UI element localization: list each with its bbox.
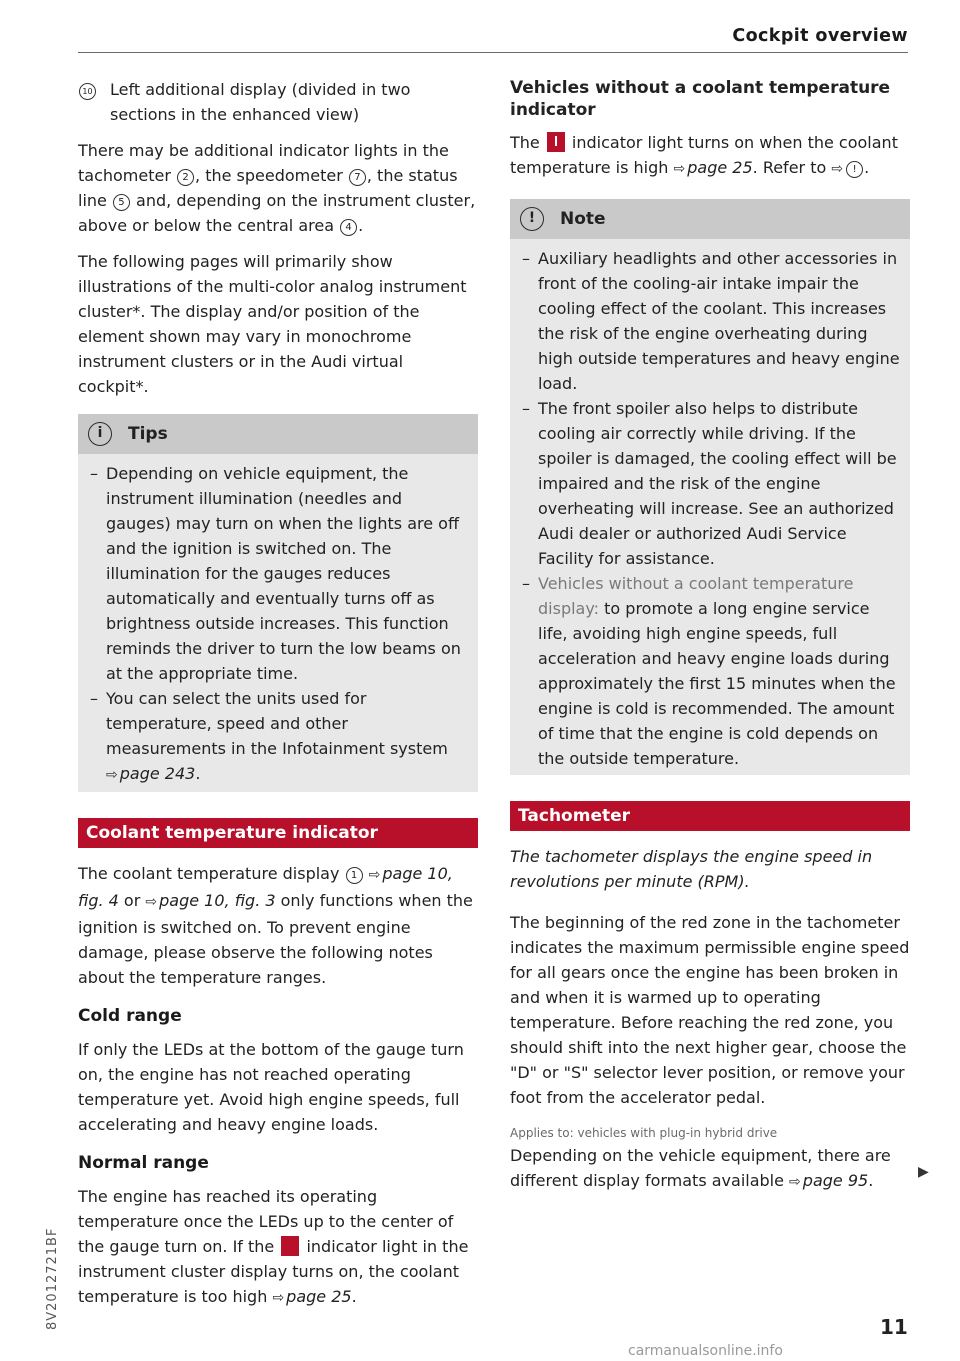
left-column — [78, 77, 478, 1322]
note-title: Note — [560, 208, 606, 229]
paragraph-coolant-display: The coolant temperature display 1 ⇨ page 10, fig. 4 or ⇨ page 10, fig. 3 only functions when the ignition is switched on. To prevent engine damage, please observe the following notes about the temperature ranges. — [78, 864, 473, 987]
page-ref-arrow-icon: ⇨ — [673, 161, 686, 177]
page-ref-link[interactable]: page 10, fig. 3 — [159, 891, 276, 910]
tachometer-intro: The tachometer displays the engine speed in revolutions per minute (RPM). — [510, 847, 873, 891]
heading-vehicles-without-indicator: Vehicles without a coolant temperature indicator — [510, 78, 891, 120]
page-ref-arrow-icon: ⇨ — [368, 867, 381, 883]
paragraph-display-formats: Depending on the vehicle equipment, there are different display formats available ⇨ page 95. — [510, 1146, 891, 1190]
tips-box — [78, 414, 478, 792]
note-bullet: – Vehicles without a coolant temperature display: to promote a long engine service life, avoiding high engine speeds, full acceleration and heavy engine loads during approximately the first 15 minutes when the engine is cold is recommended. The amount of time that the engine is cold depends on the outside temperature. — [522, 574, 896, 768]
note-bullet: – Auxiliary headlights and other accessories in front of the cooling-air intake impair the cooling effect of the coolant. This increases the risk of the engine overheating during high outside temperatures and heavy engine load. — [522, 249, 900, 393]
note-box — [510, 199, 910, 775]
callout-7: 7 — [349, 169, 366, 186]
legend-item-10 — [78, 77, 478, 127]
tips-header — [78, 414, 478, 454]
page-ref-link[interactable]: page 95 — [802, 1171, 869, 1190]
right-column — [510, 77, 910, 1206]
coolant-temperature-icon — [547, 132, 565, 152]
paragraph-indicator-lights: There may be additional indicator lights in the tachometer 2 , the speedometer 7 , the status line 5 and, depending on the instrument cluster, above or below the central area 4 . — [78, 141, 476, 235]
heading-cold-range: Cold range — [78, 1006, 182, 1026]
tips-title: Tips — [128, 423, 168, 444]
header-rule — [78, 52, 908, 53]
page-header-title: Cockpit overview — [732, 26, 908, 46]
page-ref-arrow-icon: ⇨ — [272, 1290, 285, 1306]
page-ref-arrow-icon: ⇨ — [145, 894, 158, 910]
note-ref-icon[interactable]: ! — [846, 161, 863, 178]
coolant-warning-icon — [281, 1236, 299, 1256]
tips-bullet: – You can select the units used for temperature, speed and other measurements in the Infotainment system ⇨ page 243. — [90, 689, 448, 783]
note-header — [510, 199, 910, 239]
paragraph-red-zone: The beginning of the red zone in the tachometer indicates the maximum permissible engine speed for all gears once the engine has been broken in and when it is warmed up to operating temperature. Before reaching the red zone, you should shift into the next higher gear, choose the "D" or "S" selector lever position, or remove your foot from the accelerator pedal. — [510, 913, 910, 1107]
section-bar-coolant: Coolant temperature indicator — [78, 818, 478, 848]
watermark: carmanualsonline.info — [628, 1343, 783, 1359]
continue-arrow-icon: ▶ — [918, 1164, 929, 1180]
callout-5: 5 — [113, 194, 130, 211]
callout-1: 1 — [346, 867, 363, 884]
tips-bullet: – Depending on vehicle equipment, the instrument illumination (needles and gauges) may turn on when the lights are off and the ignition is switched on. The illumination for the gauges reduces automatically and eventually turns off as brightness outside increases. This function reminds the driver to turn the low beams on at the appropriate time. — [90, 464, 461, 683]
callout-10: 10 — [79, 83, 96, 100]
page-number: 11 — [880, 1315, 908, 1339]
heading-normal-range: Normal range — [78, 1153, 209, 1173]
info-icon: i — [88, 422, 112, 446]
callout-2: 2 — [177, 169, 194, 186]
paragraph-cold-range: If only the LEDs at the bottom of the gauge turn on, the engine has not reached operating temperature yet. Avoid high engine speeds, full accelerating and heavy engine loads. — [78, 1040, 464, 1134]
paragraph-illustrations: The following pages will primarily show illustrations of the multi-color analog instrument cluster*. The display and/or position of the element shown may vary in monochrome instrument clusters or in the Audi virtual cockpit*. — [78, 252, 467, 396]
page-ref-link[interactable]: page 25 — [286, 1287, 352, 1306]
paragraph-vehicles-without-indicator: The indicator light turns on when the coolant temperature is high ⇨ page 25. Refer to ⇨ ! . — [510, 133, 898, 177]
page-ref-link[interactable]: page 10, fig. 4 — [78, 864, 453, 910]
document-code: 8V2012721BF — [45, 1227, 60, 1330]
page-ref-link[interactable]: page 243 — [119, 764, 196, 783]
callout-4: 4 — [340, 219, 357, 236]
page-ref-link[interactable]: page 25 — [687, 158, 753, 177]
page-ref-arrow-icon: ⇨ — [106, 767, 118, 783]
page-ref-arrow-icon: ⇨ — [789, 1174, 801, 1190]
legend-item-text: Left additional display (divided in two sections in the enhanced view) — [110, 80, 411, 124]
paragraph-normal-range: The engine has reached its operating temperature once the LEDs up to the center of the gauge turn on. If the indicator light in the instrument cluster display turns on, the coolant temperature is too high ⇨ page 25. — [78, 1187, 469, 1306]
exclamation-icon: ! — [520, 207, 544, 231]
section-bar-tachometer: Tachometer — [510, 801, 910, 831]
applies-to-note: Applies to: vehicles with plug-in hybrid drive — [510, 1126, 778, 1140]
page-ref-arrow-icon: ⇨ — [831, 161, 844, 177]
note-bullet: – The front spoiler also helps to distribute cooling air correctly while driving. If the spoiler is damaged, the cooling effect will be impaired and the risk of the engine overheating will increase. See an authorized Audi dealer or authorized Audi Service Facility for assistance. — [522, 399, 897, 568]
